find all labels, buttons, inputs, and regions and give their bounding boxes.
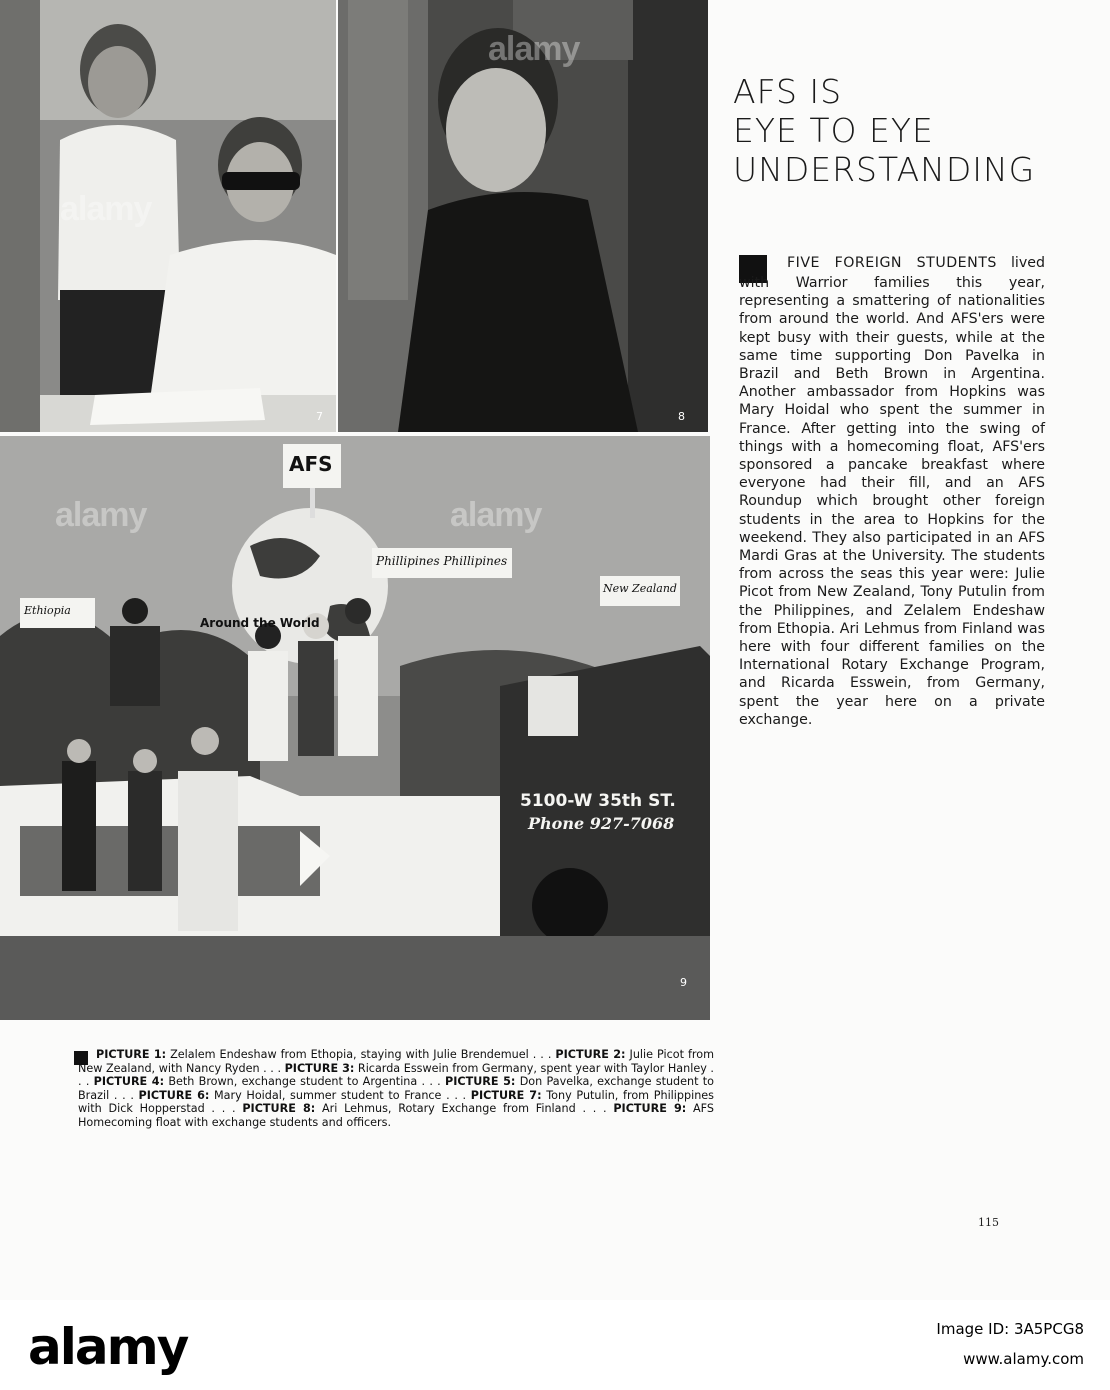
- caption-label-4: PICTURE 4:: [93, 1075, 165, 1089]
- alamy-logo[interactable]: alamy: [28, 1318, 188, 1376]
- photo-number-9: 9: [680, 976, 687, 989]
- watermark: alamy: [488, 30, 580, 68]
- float-sign-philippines: Phillipines Phillipines: [376, 554, 508, 568]
- float-sign-new-zealand: New Zealand: [603, 582, 677, 595]
- body-lead: FIVE FOREIGN STUDENTS: [787, 255, 997, 271]
- title-line-3: UNDERSTANDING: [733, 150, 1036, 189]
- caption-text-3: Ricarda Esswein from Germany, spent year with Taylor Hanley . . .: [78, 1061, 714, 1089]
- caption-text-4: Beth Brown, exchange student to Argentina . . .: [164, 1075, 445, 1089]
- stock-footer: [0, 1300, 1110, 1390]
- caption-label-8: PICTURE 8:: [242, 1102, 316, 1116]
- photo-number-8: 8: [678, 410, 685, 423]
- photo-number-7: 7: [316, 410, 323, 423]
- caption-label-5: PICTURE 5:: [445, 1075, 516, 1089]
- caption-label-7: PICTURE 7:: [470, 1088, 542, 1102]
- float-sign-ethiopia: Ethiopia: [24, 604, 71, 617]
- title-line-2: EYE TO EYE: [733, 111, 934, 150]
- caption-label-9: PICTURE 9:: [613, 1102, 687, 1116]
- truck-phone: Phone 927-7068: [528, 814, 675, 833]
- caption-text-2: Julie Picot from New Zealand, with Nancy Ryden . . .: [78, 1048, 715, 1075]
- caption-label-3: PICTURE 3:: [284, 1061, 355, 1075]
- watermark: alamy: [60, 190, 152, 228]
- photo-8-portrait: [338, 0, 708, 432]
- site-url[interactable]: www.alamy.com: [963, 1350, 1084, 1368]
- float-sign-afs: AFS: [289, 452, 333, 476]
- page-number: 115: [978, 1216, 999, 1229]
- image-id: Image ID: 3A5PCG8: [936, 1320, 1084, 1338]
- caption-text-7: Tony Putulin, from Philippines with Dick Hopperstad . . .: [78, 1088, 715, 1116]
- watermark: alamy: [450, 496, 542, 534]
- caption-text-6: Mary Hoidal, summer student to France . . .: [209, 1088, 471, 1102]
- caption-label-6: PICTURE 6:: [138, 1088, 210, 1102]
- title-line-1: AFS IS: [733, 72, 843, 111]
- photo-captions: [78, 1048, 714, 1130]
- watermark: alamy: [55, 496, 147, 534]
- float-globe-text: Around the World: [200, 616, 320, 630]
- caption-text-5: Don Pavelka, exchange student to Brazil . . .: [78, 1075, 715, 1102]
- caption-label-2: PICTURE 2:: [555, 1048, 626, 1061]
- article-title: [733, 72, 1103, 189]
- caption-text-8: Ari Lehmus, Rotary Exchange from Finland . . .: [315, 1102, 614, 1116]
- caption-text-9: AFS Homecoming float with exchange students and officers.: [78, 1102, 714, 1129]
- caption-text-1: Zelalem Endeshaw from Ethopia, staying with Julie Brendemuel . . .: [166, 1048, 556, 1061]
- truck-address: 5100-W 35th ST.: [520, 791, 676, 811]
- photo-7-two-students: [0, 0, 336, 432]
- photo-9-homecoming-float: [0, 436, 710, 1020]
- article-body: [739, 254, 1045, 729]
- caption-label-1: PICTURE 1:: [96, 1048, 167, 1061]
- body-text: lived with Warrior families this year, representing a smattering of nationalities from around the world. And AFS'ers were kept busy with their guests, while at the same time supporting Don Pavelka in Brazil and Beth Brown in Argentina. Another ambassador from Hopkins was Mary Hoidal who spent the summer in France. After getting into the swing of things with a homecoming float, AFS'ers sponsored a pancake breakfast where everyone had their fill, and an AFS Roundup which brought other foreign students in the area to Hopkins for the weekend. They also participated in an AFS Mardi Gras at the University. The students from across the seas this year were: Julie Picot from New Zealand, Tony Putulin from the Philippines, and Zelalem Endeshaw from Ethopia. Ari Lehmus from Finland was here with four different families on the International Rotary Exchange Program, and Ricarda Esswein, from Germany, spent the year here on a private exchange.: [739, 255, 1045, 728]
